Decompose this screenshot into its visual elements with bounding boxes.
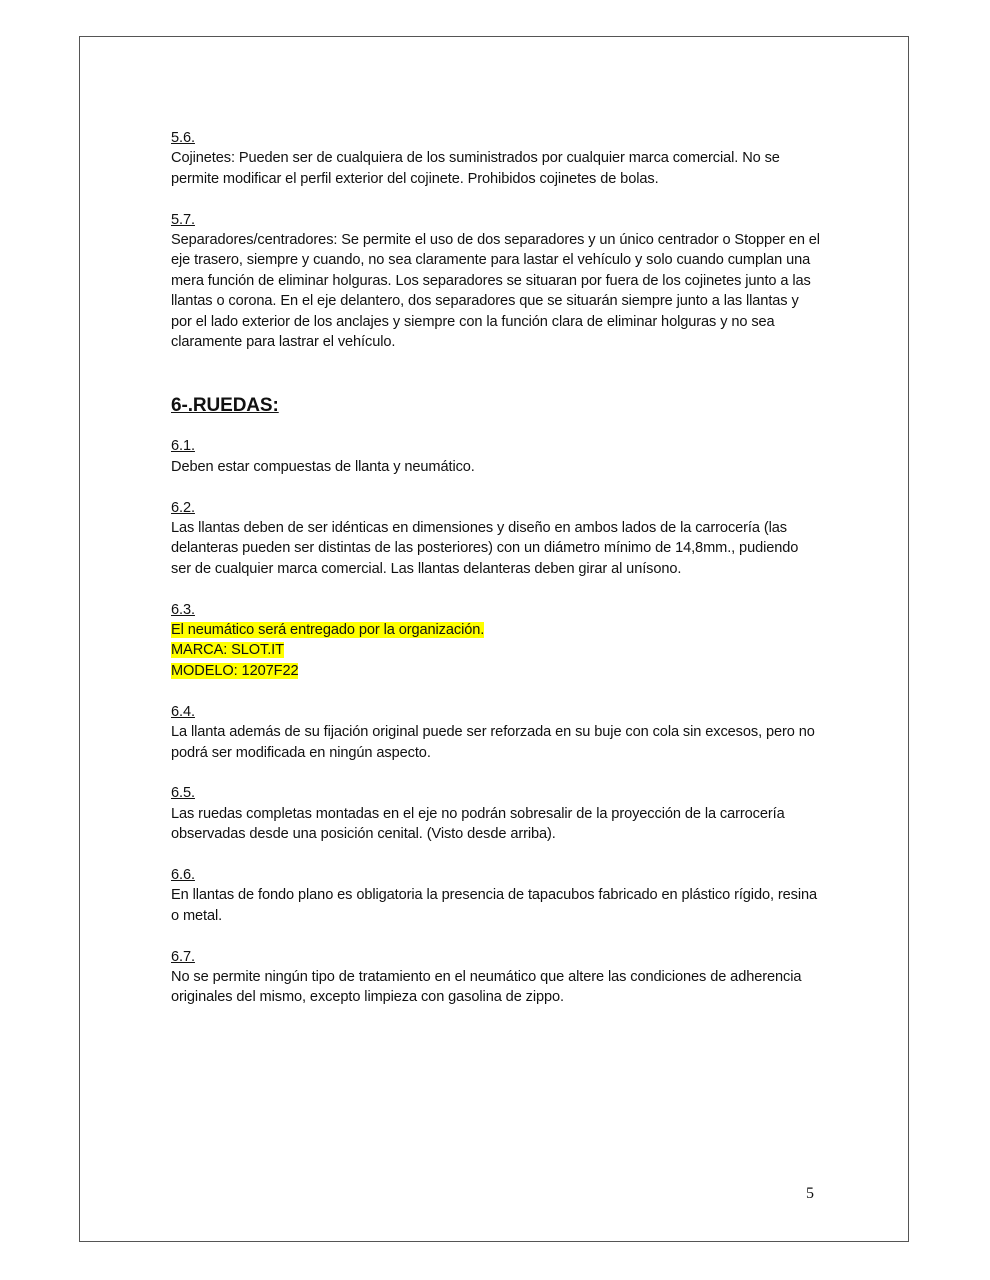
clause-number: 6.5.	[171, 785, 195, 802]
clause-text: Las llantas deben de ser idénticas en dimensiones y diseño en ambos lados de la carrocería (las delanteras pueden ser distintas de las posteriores) con un diámetro mínimo de 14,8mm., pudiendo ser de cualquier marca comercial. Las llantas delanteras deben girar al unísono.	[171, 520, 799, 577]
clause-number: 6.4.	[171, 703, 195, 720]
clause-text: La llanta además de su fijación original puede ser reforzada en su buje con cola sin excesos, pero no podrá ser modificada en ningún aspecto.	[171, 724, 815, 761]
highlighted-text-organization: El neumático será entregado por la organización.	[171, 622, 485, 639]
clause-number: 6.6.	[171, 866, 195, 883]
clause-6-2	[171, 498, 821, 580]
clause-text: Cojinetes: Pueden ser de cualquiera de los suministrados por cualquier marca comercial. No se permite modificar el perfil exterior del cojinete. Prohibidos cojinetes de bolas.	[171, 150, 780, 187]
document-body	[171, 128, 821, 1008]
clause-5-7	[171, 210, 821, 353]
clause-number: 6.7.	[171, 948, 195, 965]
clause-6-4	[171, 702, 821, 763]
highlighted-text-brand: MARCA: SLOT.IT	[171, 642, 284, 659]
clause-text: Separadores/centradores: Se permite el uso de dos separadores y un único centrador o Stopper en el eje trasero, siempre y cuando, no sea claramente para lastar el vehículo y solo cuando cumplan una mera función de eliminar holguras. Los separadores se situaran por fuera de los cojinetes junto a las llantas o corona. En el eje delantero, dos separadores que se situarán siempre junto a las llantas y por el lado exterior de los anclajes y siempre con la función clara de eliminar holguras y no sea claramente para lastrar el vehículo.	[171, 232, 820, 351]
clause-6-6	[171, 865, 821, 926]
clause-number: 6.1.	[171, 438, 195, 455]
page-number: 5	[806, 1185, 814, 1202]
clause-text: Las ruedas completas montadas en el eje no podrán sobresalir de la proyección de la carrocería observadas desde una posición cenital. (Visto desde arriba).	[171, 805, 785, 843]
clause-number: 5.7.	[171, 211, 195, 228]
clause-6-5	[171, 783, 821, 844]
clause-6-7	[171, 947, 821, 1008]
clause-number: 6.3.	[171, 601, 195, 618]
highlighted-text-model: MODELO: 1207F22	[171, 662, 299, 679]
clause-text: No se permite ningún tipo de tratamiento en el neumático que altere las condiciones de adherencia originales del mismo, excepto limpieza con gasolina de zippo.	[171, 968, 802, 1006]
clause-number: 6.2.	[171, 499, 195, 516]
section-heading-ruedas: 6-.RUEDAS:	[171, 395, 279, 417]
clause-text: Deben estar compuestas de llanta y neumático.	[171, 458, 475, 475]
clause-6-1	[171, 436, 821, 477]
clause-text: En llantas de fondo plano es obligatoria la presencia de tapacubos fabricado en plástico rígido, resina o metal.	[171, 887, 818, 924]
clause-5-6	[171, 128, 821, 189]
clause-6-3	[171, 600, 821, 682]
clause-number: 5.6.	[171, 130, 195, 146]
